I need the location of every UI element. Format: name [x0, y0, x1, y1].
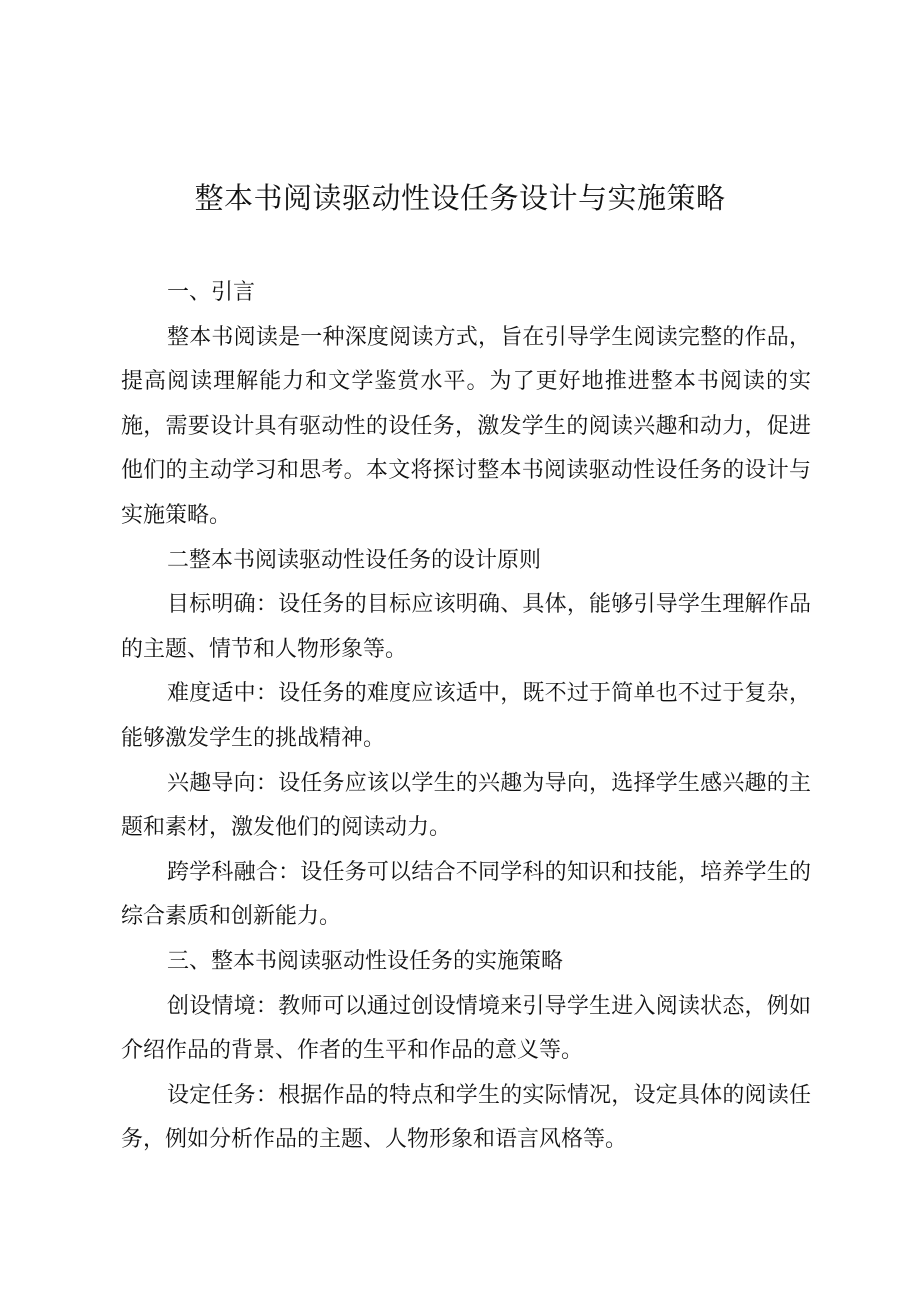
- strategy-set-tasks: 设定任务：根据作品的特点和学生的实际情况，设定具体的阅读任务，例如分析作品的主题、人物形象和语言风格等。: [121, 1082, 811, 1153]
- principle-interest-oriented: 兴趣导向：设任务应该以学生的兴趣为导向，选择学生感兴趣的主题和素材，激发他们的阅读动力。: [121, 770, 811, 841]
- principle-interdisciplinary: 跨学科融合：设任务可以结合不同学科的知识和技能，培养学生的综合素质和创新能力。: [121, 859, 811, 930]
- section-heading-strategies: 三、整本书阅读驱动性设任务的实施策略: [167, 948, 564, 974]
- intro-paragraph: 整本书阅读是一种深度阅读方式，旨在引导学生阅读完整的作品，提高阅读理解能力和文学鉴赏水平。为了更好地推进整本书阅读的实施，需要设计具有驱动性的设任务，激发学生的阅读兴趣和动力，促进他们的主动学习和思考。本文将探讨整本书阅读驱动性设任务的设计与实施策略。: [121, 324, 811, 528]
- section-heading-design-principles: 二整本书阅读驱动性设任务的设计原则: [167, 547, 542, 573]
- strategy-create-context: 创设情境：教师可以通过创设情境来引导学生进入阅读状态，例如介绍作品的背景、作者的生平和作品的意义等。: [121, 993, 811, 1064]
- document-title: 整本书阅读驱动性设任务设计与实施策略: [194, 181, 726, 215]
- document-body: [121, 271, 811, 1163]
- principle-moderate-difficulty: 难度适中：设任务的难度应该适中，既不过于简单也不过于复杂，能够激发学生的挑战精神。: [121, 681, 811, 751]
- principle-clear-goal: 目标明确：设任务的目标应该明确、具体，能够引导学生理解作品的主题、情节和人物形象等。: [121, 592, 811, 662]
- section-heading-intro: 一、引言: [167, 280, 256, 305]
